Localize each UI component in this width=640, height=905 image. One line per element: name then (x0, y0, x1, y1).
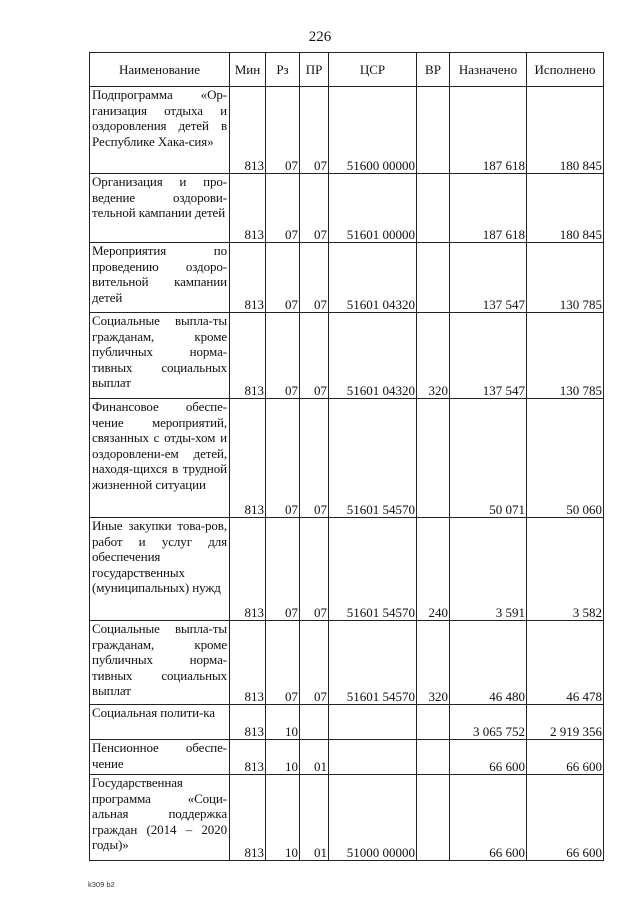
row-min: 813 (230, 705, 266, 740)
row-pr: 07 (300, 313, 329, 399)
row-pr (300, 705, 329, 740)
table-row (90, 313, 604, 399)
row-executed: 180 845 (527, 174, 604, 243)
row-csr: 51600 00000 (329, 87, 417, 174)
row-vr (417, 399, 450, 518)
row-pr: 07 (300, 87, 329, 174)
row-pr: 07 (300, 243, 329, 313)
row-name: Иные закупки това-ров, работ и услуг для обеспечения государственных (муниципальных) нужд (90, 518, 230, 621)
row-min: 813 (230, 518, 266, 621)
header-csr: ЦСР (329, 53, 417, 87)
table-row (90, 775, 604, 861)
row-vr (417, 174, 450, 243)
row-executed: 3 582 (527, 518, 604, 621)
row-name: Мероприятия по проведению оздоро-вительной кампании детей (90, 243, 230, 313)
row-assigned: 3 591 (450, 518, 527, 621)
row-name: Подпрограмма «Ор-ганизация отдыха и оздоровления детей в Республике Хака-сия» (90, 87, 230, 174)
row-csr (329, 740, 417, 775)
header-vr: ВР (417, 53, 450, 87)
row-executed: 66 600 (527, 775, 604, 861)
row-name: Финансовое обеспе-чение мероприятий, связанных с отды-хом и оздоровлени-ем детей, находя-щихся в трудной жизненной ситуации (90, 399, 230, 518)
row-pr: 07 (300, 621, 329, 705)
table-row (90, 705, 604, 740)
header-rz: Рз (266, 53, 300, 87)
row-csr: 51601 04320 (329, 313, 417, 399)
table-header-row (90, 53, 604, 87)
row-vr (417, 705, 450, 740)
row-name: Социальная полити-ка (90, 705, 230, 740)
table-row (90, 621, 604, 705)
row-assigned: 66 600 (450, 775, 527, 861)
row-executed: 46 478 (527, 621, 604, 705)
row-name: Организация и про-ведение оздорови-тельной кампании детей (90, 174, 230, 243)
row-csr: 51601 54570 (329, 399, 417, 518)
row-csr: 51601 54570 (329, 518, 417, 621)
row-min: 813 (230, 775, 266, 861)
table-row (90, 87, 604, 174)
row-min: 813 (230, 174, 266, 243)
row-rz: 10 (266, 775, 300, 861)
row-vr (417, 243, 450, 313)
row-assigned: 187 618 (450, 87, 527, 174)
row-executed: 66 600 (527, 740, 604, 775)
row-min: 813 (230, 87, 266, 174)
row-vr: 320 (417, 313, 450, 399)
row-csr (329, 705, 417, 740)
header-pr: ПР (300, 53, 329, 87)
row-rz: 07 (266, 243, 300, 313)
row-pr: 01 (300, 740, 329, 775)
header-assigned: Назначено (450, 53, 527, 87)
row-rz: 07 (266, 518, 300, 621)
row-rz: 07 (266, 399, 300, 518)
page-number: 226 (308, 29, 332, 45)
table-row (90, 399, 604, 518)
row-name: Государственная программа «Соци-альная поддержка граждан (2014 – 2020 годы)» (90, 775, 230, 861)
row-vr (417, 775, 450, 861)
table-row (90, 740, 604, 775)
row-name: Социальные выпла-ты гражданам, кроме публичных норма-тивных социальных выплат (90, 313, 230, 399)
row-rz: 10 (266, 705, 300, 740)
row-assigned: 50 071 (450, 399, 527, 518)
footer-code: k309 b2 (88, 880, 115, 889)
row-executed: 130 785 (527, 243, 604, 313)
row-rz: 07 (266, 621, 300, 705)
header-executed: Исполнено (527, 53, 604, 87)
row-name: Социальные выпла-ты гражданам, кроме публичных норма-тивных социальных выплат (90, 621, 230, 705)
row-pr: 07 (300, 399, 329, 518)
row-rz: 07 (266, 313, 300, 399)
row-assigned: 46 480 (450, 621, 527, 705)
table-row (90, 518, 604, 621)
row-assigned: 187 618 (450, 174, 527, 243)
row-assigned: 3 065 752 (450, 705, 527, 740)
row-min: 813 (230, 313, 266, 399)
row-vr (417, 740, 450, 775)
row-pr: 07 (300, 174, 329, 243)
row-csr: 51601 00000 (329, 174, 417, 243)
budget-table (89, 52, 604, 861)
row-vr: 320 (417, 621, 450, 705)
table-row (90, 174, 604, 243)
row-csr: 51000 00000 (329, 775, 417, 861)
row-min: 813 (230, 740, 266, 775)
row-pr: 07 (300, 518, 329, 621)
row-vr (417, 87, 450, 174)
row-executed: 180 845 (527, 87, 604, 174)
header-min: Мин (230, 53, 266, 87)
header-name: Наименование (90, 53, 230, 87)
row-csr: 51601 54570 (329, 621, 417, 705)
table-row (90, 243, 604, 313)
row-min: 813 (230, 399, 266, 518)
row-vr: 240 (417, 518, 450, 621)
row-csr: 51601 04320 (329, 243, 417, 313)
row-min: 813 (230, 621, 266, 705)
row-assigned: 66 600 (450, 740, 527, 775)
row-assigned: 137 547 (450, 313, 527, 399)
row-rz: 10 (266, 740, 300, 775)
row-pr: 01 (300, 775, 329, 861)
row-executed: 130 785 (527, 313, 604, 399)
row-assigned: 137 547 (450, 243, 527, 313)
row-executed: 2 919 356 (527, 705, 604, 740)
row-rz: 07 (266, 174, 300, 243)
row-rz: 07 (266, 87, 300, 174)
row-min: 813 (230, 243, 266, 313)
row-name: Пенсионное обеспе-чение (90, 740, 230, 775)
row-executed: 50 060 (527, 399, 604, 518)
